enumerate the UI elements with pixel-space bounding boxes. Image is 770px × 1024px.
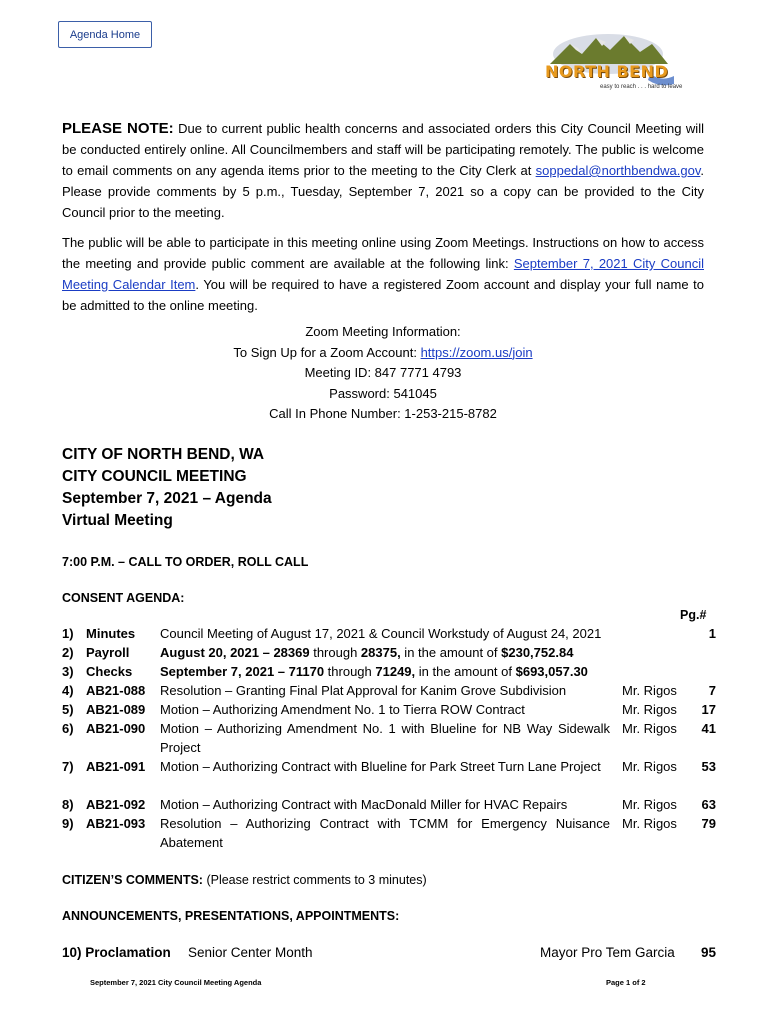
agenda-item	[62, 719, 722, 757]
item-description: Motion – Authorizing Contract with MacDonald Miller for HVAC Repairs	[160, 797, 568, 812]
proclamation-page: 95	[700, 945, 716, 960]
logo-tagline: easy to reach . . . hard to leave	[600, 84, 683, 90]
proclamation-number: 10) Proclamation	[62, 945, 171, 960]
item-description: Motion – Authorizing Amendment No. 1 to Tierra ROW Contract	[160, 702, 525, 717]
participation-text: The public will be able to participate in this meeting online using Zoom Meetings. Instructions on how to access the meeting and provide public comment are available at the following link:	[62, 235, 704, 271]
agenda-item	[62, 681, 722, 700]
logo-title: NORTH BEND	[545, 62, 669, 81]
item-staff: Mr. Rigos	[622, 797, 677, 812]
notice-heading: PLEASE NOTE:	[62, 120, 174, 137]
item-page: 17	[701, 702, 716, 717]
footer-title: September 7, 2021 City Council Meeting Agenda	[90, 978, 262, 987]
title-date: September 7, 2021 – Agenda	[62, 490, 272, 507]
participation-paragraph	[62, 232, 704, 316]
meeting-title	[62, 444, 272, 532]
clerk-email-link[interactable]: soppedal@northbendwa.gov	[535, 163, 701, 178]
item-description: Motion – Authorizing Contract with Blueline for Park Street Turn Lane Project	[160, 759, 601, 774]
title-meeting: CITY COUNCIL MEETING	[62, 468, 247, 485]
citizen-heading: CITIZEN’S COMMENTS:	[62, 873, 203, 887]
zoom-join-link[interactable]: https://zoom.us/join	[420, 344, 533, 360]
agenda-item	[62, 814, 722, 852]
participation-text-2: . You will be required to have a registered Zoom account and display your full name to be admitted to the online meeting.	[62, 277, 704, 313]
item-staff: Mr. Rigos	[622, 816, 677, 831]
item-staff: Mr. Rigos	[622, 702, 677, 717]
agenda-item	[62, 624, 722, 643]
title-city: CITY OF NORTH BEND, WA	[62, 446, 265, 463]
proclamation-staff: Mayor Pro Tem Garcia	[540, 945, 675, 960]
item-code: AB21-089	[86, 702, 146, 717]
item-code: AB21-090	[86, 721, 146, 736]
agenda-item	[62, 662, 722, 681]
item-page: 63	[701, 797, 716, 812]
item-number: 2)	[62, 645, 74, 660]
item-page: 53	[701, 759, 716, 774]
item-description: August 20, 2021 – 28369 through 28375, in the amount of $230,752.84	[160, 645, 574, 660]
item-description: Resolution – Granting Final Plat Approval for Kanim Grove Subdivision	[160, 683, 567, 698]
item-description: Motion – Authorizing Amendment No. 1 with Blueline for NB Way Sidewalk Project	[160, 721, 610, 755]
item-number: 1)	[62, 626, 74, 641]
announcements-heading: ANNOUNCEMENTS, PRESENTATIONS, APPOINTMENTS:	[62, 909, 400, 923]
item-code: AB21-091	[86, 759, 146, 774]
item-page: 1	[708, 626, 716, 641]
item-number: 4)	[62, 683, 74, 698]
consent-items	[62, 624, 722, 852]
proclamation-description: Senior Center Month	[188, 945, 313, 960]
title-virtual: Virtual Meeting	[62, 512, 173, 529]
item-code: Minutes	[86, 626, 136, 641]
footer-page-number: Page 1 of 2	[606, 978, 646, 987]
item-staff: Mr. Rigos	[622, 759, 677, 774]
item-number: 5)	[62, 702, 74, 717]
item-number: 3)	[62, 664, 74, 679]
item-staff: Mr. Rigos	[622, 721, 677, 736]
item-code: AB21-093	[86, 816, 146, 831]
zoom-signup	[62, 343, 704, 364]
item-code: Checks	[86, 664, 133, 679]
agenda-item	[62, 700, 722, 719]
item-number: 6)	[62, 721, 74, 736]
item-number: 7)	[62, 759, 74, 774]
agenda-home-button[interactable]: Agenda Home	[58, 21, 152, 48]
citizen-note: (Please restrict comments to 3 minutes)	[202, 873, 427, 887]
notice-text-2: . Please provide comments by 5 p.m., Tuesday, September 7, 2021 so a copy can be provided to the City Council prior to the meeting.	[62, 163, 704, 220]
agenda-item	[62, 643, 722, 662]
call-to-order: 7:00 P.M. – CALL TO ORDER, ROLL CALL	[62, 555, 309, 569]
zoom-meeting-id: Meeting ID: 847 7771 4793	[304, 365, 462, 380]
citizen-comments	[62, 873, 427, 887]
notice-paragraph	[62, 118, 704, 223]
zoom-info	[62, 322, 704, 425]
item-page: 79	[701, 816, 716, 831]
zoom-phone: Call In Phone Number: 1-253-215-8782	[269, 406, 497, 421]
calendar-item-link[interactable]: September 7, 2021 City Council Meeting Calendar Item	[62, 256, 704, 292]
item-number: 9)	[62, 816, 74, 831]
item-description: September 7, 2021 – 71170 through 71249, in the amount of $693,057.30	[160, 664, 588, 679]
zoom-heading: Zoom Meeting Information:	[305, 324, 461, 339]
page-number-header: Pg.#	[680, 608, 707, 622]
agenda-item	[62, 757, 722, 795]
item-description: Resolution – Authorizing Contract with TCMM for Emergency Nuisance Abatement	[160, 816, 610, 850]
consent-agenda-heading: CONSENT AGENDA:	[62, 591, 185, 605]
item-number: 8)	[62, 797, 74, 812]
item-staff: Mr. Rigos	[622, 683, 677, 698]
item-page: 41	[701, 721, 716, 736]
agenda-item	[62, 795, 722, 814]
item-code: Payroll	[86, 645, 130, 660]
zoom-signup-label: To Sign Up for a Zoom Account:	[233, 344, 421, 360]
item-code: AB21-088	[86, 683, 146, 698]
zoom-password: Password: 541045	[329, 385, 437, 401]
item-page: 7	[708, 683, 716, 698]
item-code: AB21-092	[86, 797, 146, 812]
notice-text: Due to current public health concerns and associated orders this City Council Meeting will be conducted entirely online. All Councilmembers and staff will be participating remotely. The public is welcome to email comments on any agenda items prior to the meeting to the City Clerk at	[62, 121, 704, 178]
item-description: Council Meeting of August 17, 2021 & Council Workstudy of August 24, 2021	[160, 626, 602, 641]
